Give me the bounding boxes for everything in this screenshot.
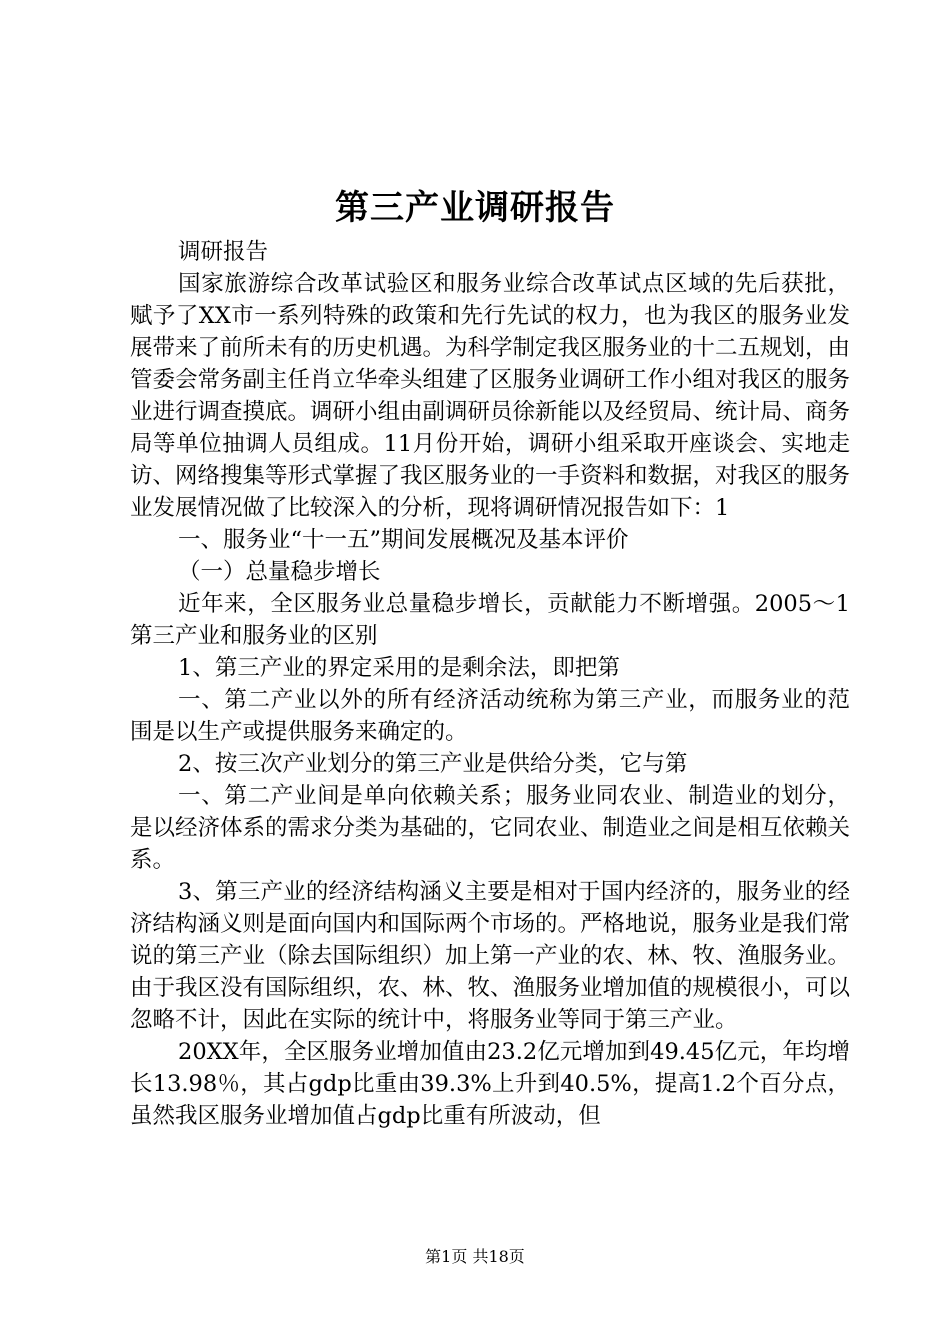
paragraph-item-2: 2、按三次产业划分的第三产业是供给分类，它与第 — [178, 751, 688, 777]
page-footer: 第1页 共18页 — [425, 1247, 525, 1266]
paragraph-subtitle: 调研报告 — [178, 239, 269, 265]
section-heading-1: 一、服务业“十一五”期间发展概况及基本评价 — [178, 527, 629, 553]
paragraph-item-1-cont: 一、第二产业以外的所有经济活动统称为第三产业，而服务业的范围是以生产或提供服务来确定的。 — [130, 687, 850, 745]
paragraph-item-2-cont: 一、第二产业间是单向依赖关系；服务业同农业、制造业的划分，是以经济体系的需求分类为基础的，它同农业、制造业之间是相互依赖关系。 — [130, 783, 851, 873]
document-title: 第三产业调研报告 — [335, 188, 615, 228]
paragraph-intro: 国家旅游综合改革试验区和服务业综合改革试点区域的先后获批，赋予了XX市一系列特殊的政策和先行先试的权力，也为我区的服务业发展带来了前所未有的历史机遇。为科学制定我区服务业的十二五规划，由管委会常务副主任肖立华牵头组建了区服务业调研工作小组对我区的服务业进行调查摸底。调研小组由副调研员徐新能以及经贸局、统计局、商务局等单位抽调人员组成。11月份开始，调研小组采取开座谈会、实地走访、网络搜集等形式掌握了我区服务业的一手资料和数据，对我区的服务业发展情况做了比较深入的分析，现将调研情况报告如下：1 — [130, 271, 851, 521]
paragraph-item-1: 1、第三产业的界定采用的是剩余法，即把第 — [178, 655, 620, 681]
paragraph-statistics: 20XX年，全区服务业增加值由23.2亿元增加到49.45亿元，年均增长13.98％，其占gdp比重由39.3%上升到40.5%，提高1.2个百分点，虽然我区服务业增加值占gdp比重有所波动，但 — [130, 1039, 850, 1129]
paragraph-total-growth: 近年来，全区服务业总量稳步增长，贡献能力不断增强。2005～1第三产业和服务业的区别 — [130, 591, 850, 649]
section-heading-1-1: （一）总量稳步增长 — [178, 559, 381, 585]
document-body — [130, 236, 850, 1132]
paragraph-item-3: 3、第三产业的经济结构涵义主要是相对于国内经济的，服务业的经济结构涵义则是面向国内和国际两个市场的。严格地说，服务业是我们常说的第三产业（除去国际组织）加上第一产业的农、林、牧、渔服务业。由于我区没有国际组织，农、林、牧、渔服务业增加值的规模很小，可以忽略不计，因此在实际的统计中，将服务业等同于第三产业。 — [130, 879, 851, 1033]
